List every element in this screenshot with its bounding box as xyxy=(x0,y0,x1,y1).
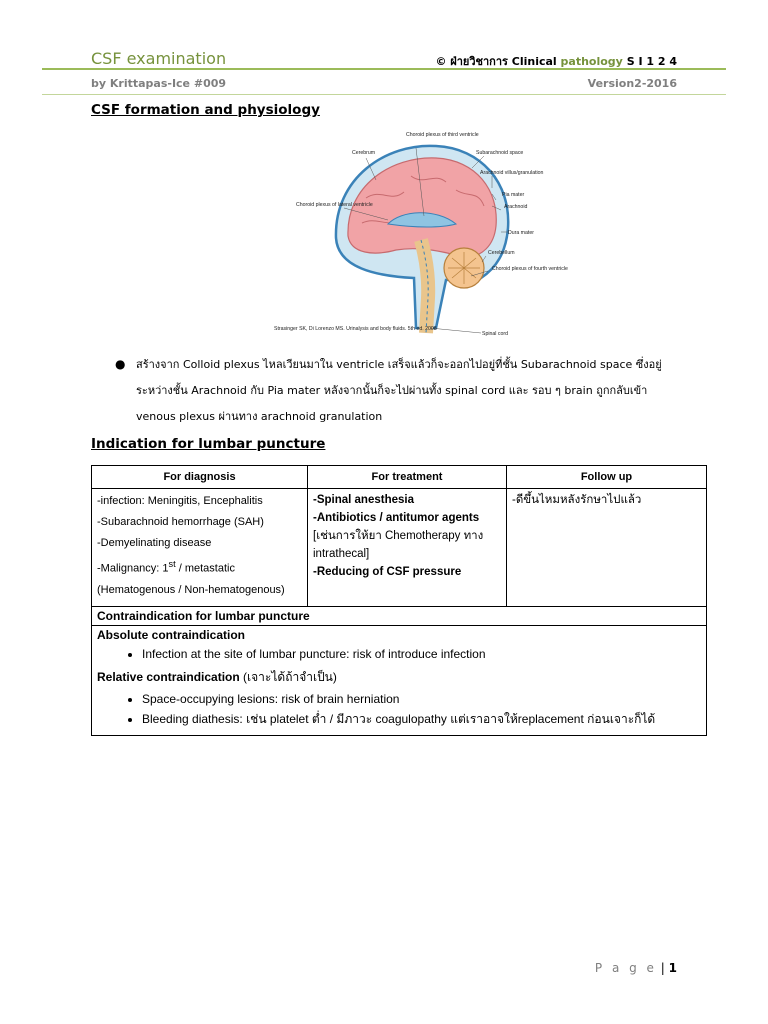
csf-formation-text: สร้างจาก Colloid plexus ไหลเวียนมาใน ventricle เสร็จแล้วก็จะออกไปอยู่ที่ชั้น Subarachnoid space ซึ่งอยู่ระหว่างชั้น Arachnoid กับ Pia mater หลังจากนั้นก็จะไปผ่านทั้ง spinal cord และ รอบ ๆ brain ถูกกลับเข้า venous plexus ผ่านทาง arachnoid granulation xyxy=(136,358,662,423)
relative-note: (เจาะได้ถ้าจำเป็น) xyxy=(243,669,337,684)
absolute-list xyxy=(97,644,701,664)
lumbar-puncture-table xyxy=(91,465,707,736)
version-line: Version2-2016 xyxy=(587,77,677,90)
absolute-title: Absolute contraindication xyxy=(97,627,246,642)
page-number xyxy=(595,961,677,975)
brain-csf-diagram xyxy=(274,128,568,348)
treatment-cell xyxy=(308,489,507,607)
contra-body-row xyxy=(92,625,707,735)
list-item: • Bleeding diathesis: เช่น platelet ต่ำ / มีภาวะ coagulopathy แต่เราอาจให้replacement ก่อนเจาะก็ได้ xyxy=(142,709,701,729)
relative-heading xyxy=(97,668,701,687)
label-arachnoid: Arachnoid xyxy=(504,204,528,210)
malignancy-text: -Malignancy: 1 xyxy=(97,562,169,575)
diagnosis-item: (Hematogenous / Non-hematogenous) xyxy=(97,583,285,596)
label-choroid-fourth: Choroid plexus of fourth ventricle xyxy=(492,266,568,272)
label-arachnoid-villus: Arachnoid villus/granulation xyxy=(480,170,544,176)
relative-list xyxy=(97,689,701,729)
malignancy-superscript: st xyxy=(168,559,176,569)
label-cerebellum: Cerebellum xyxy=(488,250,515,256)
header-rule xyxy=(42,68,726,70)
label-subarachnoid: Subarachnoid space xyxy=(476,150,524,156)
diagnosis-cell xyxy=(92,489,308,607)
label-choroid-third: Choroid plexus of third ventricle xyxy=(406,132,479,138)
page-number-value: 1 xyxy=(668,961,677,975)
author-line: by Krittapas-Ice #009 xyxy=(91,77,227,90)
header-treatment: For treatment xyxy=(308,466,507,489)
header-credit-suffix: S I 1 2 4 xyxy=(626,55,677,68)
header-diagnosis: For diagnosis xyxy=(92,466,308,489)
page-separator: | xyxy=(660,961,669,975)
label-cerebrum: Cerebrum xyxy=(352,150,376,156)
treatment-item: -Spinal anesthesia xyxy=(313,494,414,506)
table-header-row xyxy=(92,466,707,489)
document-title: CSF examination xyxy=(91,49,227,68)
treatment-item: [เช่นการให้ยา Chemotherapy ทาง intrathecal] xyxy=(313,530,484,560)
label-dura-mater: Dura mater xyxy=(508,230,534,236)
malignancy-text-end: / metastatic xyxy=(175,562,235,575)
header-credit-prefix: © ฝ่ายวิชาการ Clinical xyxy=(435,55,557,68)
label-choroid-lateral: Choroid plexus of lateral ventricle xyxy=(296,202,373,208)
diagnosis-item: -infection: Meningitis, Encephalitis xyxy=(97,495,263,507)
follow-up-item: -ดีขึ้นไหมหลังรักษาไปแล้ว xyxy=(512,494,642,506)
list-item: • Space-occupying lesions: risk of brain herniation xyxy=(142,689,701,709)
figure-citation: Strasinger SK, Di Lorenzo MS. Urinalysis and body fluids. 5th ed. 2008 xyxy=(274,326,437,332)
header-credit-green: pathology xyxy=(560,55,623,68)
section-heading-csf-formation: CSF formation and physiology xyxy=(91,102,320,118)
diagnosis-item: -Demyelinating disease xyxy=(97,537,212,549)
relative-title: Relative contraindication xyxy=(97,669,240,684)
treatment-item: -Reducing of CSF pressure xyxy=(313,566,462,578)
section-heading-indication: Indication for lumbar puncture xyxy=(91,436,326,452)
label-spinal-cord: Spinal cord xyxy=(482,331,508,337)
contraindication-title: Contraindication for lumbar puncture xyxy=(92,606,707,625)
label-pia-mater: Pia mater xyxy=(502,192,525,198)
treatment-item: -Antibiotics / antitumor agents xyxy=(313,512,480,524)
contraindication-cell xyxy=(92,625,707,735)
follow-up-cell xyxy=(507,489,707,607)
list-item: • Infection at the site of lumbar puncture: risk of introduce infection xyxy=(142,644,701,664)
table-row xyxy=(92,489,707,607)
subheader-rule xyxy=(42,94,726,95)
diagnosis-item-malignancy xyxy=(97,557,302,576)
diagnosis-item: -Subarachnoid hemorrhage (SAH) xyxy=(97,516,264,528)
contra-title-row xyxy=(92,606,707,625)
header-follow-up: Follow up xyxy=(507,466,707,489)
page-label: P a g e xyxy=(594,961,657,975)
bullet-marker: ● xyxy=(115,357,126,371)
